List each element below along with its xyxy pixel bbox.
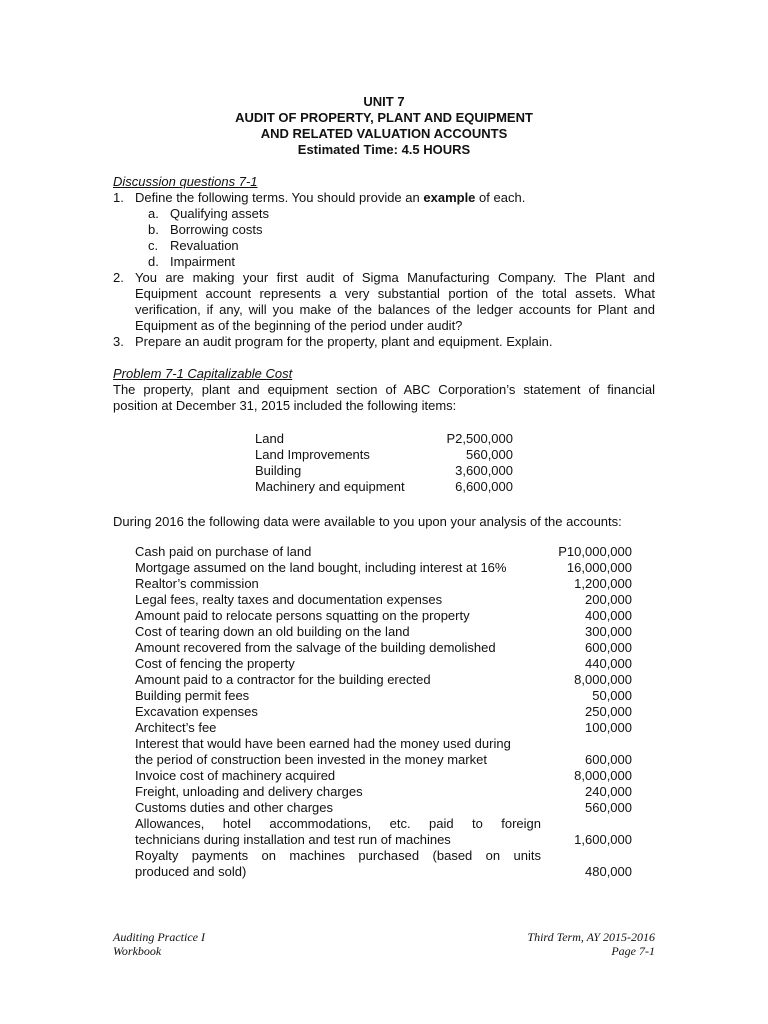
item-label: Cash paid on purchase of land	[135, 544, 312, 559]
item-label: Invoice cost of machinery acquired	[135, 768, 336, 783]
q2-number: 2.	[113, 270, 124, 285]
item-label: Amount recovered from the salvage of the building demolished	[135, 640, 496, 655]
item-amount: 250,000	[585, 704, 632, 719]
estimated-time: Estimated Time: 4.5 HOURS	[297, 142, 471, 157]
q3-text: Prepare an audit program for the property, plant and equipment. Explain.	[135, 334, 553, 349]
q1-text	[135, 190, 525, 206]
footer-left-line1: Auditing Practice I	[113, 930, 205, 944]
item-amount: 600,000	[585, 752, 632, 767]
item-label-cont: produced and sold)	[135, 864, 247, 879]
balance-label: Machinery and equipment	[255, 479, 405, 494]
balance-label: Land	[255, 431, 284, 446]
balance-label: Land Improvements	[255, 447, 370, 462]
footer-left-line2: Workbook	[113, 944, 162, 958]
balance-label: Building	[255, 463, 302, 478]
footer-right-line1: Third Term, AY 2015-2016	[527, 930, 655, 944]
data-intro: During 2016 the following data were available to you upon your analysis of the accounts:	[113, 514, 622, 529]
q1-bold-word: example	[423, 190, 476, 205]
item-amount: 1,200,000	[574, 576, 632, 591]
item-label: Interest that would have been earned had the money used during	[135, 736, 511, 751]
balance-amount: P2,500,000	[446, 431, 513, 446]
item-label: Cost of fencing the property	[135, 656, 295, 671]
item-label: Realtor’s commission	[135, 576, 259, 591]
item-label: Royalty payments on machines purchased (based on units	[135, 848, 541, 863]
item-label: Legal fees, realty taxes and documentation expenses	[135, 592, 443, 607]
term-label: Qualifying assets	[170, 206, 269, 221]
item-label: Amount paid to relocate persons squatting on the property	[135, 608, 470, 623]
item-label-cont: technicians during installation and test run of machines	[135, 832, 451, 847]
item-amount: 400,000	[585, 608, 632, 623]
q2-line: Equipment as of the beginning of the period under audit?	[135, 318, 463, 333]
q2-line: verification, if any, will you make of the balances of the ledger accounts for Plant and	[135, 302, 655, 317]
item-label-cont: the period of construction been invested in the money market	[135, 752, 487, 767]
item-label: Freight, unloading and delivery charges	[135, 784, 363, 799]
balance-amount: 560,000	[466, 447, 513, 462]
page-title-line2: AND RELATED VALUATION ACCOUNTS	[260, 126, 508, 141]
item-amount: 300,000	[585, 624, 632, 639]
unit-number: UNIT 7	[363, 94, 405, 109]
q2-line: Equipment account represents a very substantial portion of the total assets. What	[135, 286, 655, 301]
footer-page-number: Page 7-1	[611, 944, 655, 958]
item-label: Architect’s fee	[135, 720, 217, 735]
discussion-heading: Discussion questions 7-1	[113, 174, 258, 189]
item-label: Allowances, hotel accommodations, etc. paid to foreign	[135, 816, 541, 831]
item-amount: P10,000,000	[558, 544, 632, 559]
term-letter: c.	[148, 238, 159, 253]
problem-intro-line: The property, plant and equipment section of ABC Corporation’s statement of financial	[113, 382, 655, 397]
item-label: Amount paid to a contractor for the building erected	[135, 672, 431, 687]
item-amount: 600,000	[585, 640, 632, 655]
item-amount: 480,000	[585, 864, 632, 879]
term-letter: d.	[148, 254, 159, 269]
item-label: Mortgage assumed on the land bought, including interest at 16%	[135, 560, 507, 575]
q1-number: 1.	[113, 190, 124, 205]
q2-line: You are making your first audit of Sigma Manufacturing Company. The Plant and	[135, 270, 655, 285]
item-amount: 50,000	[592, 688, 632, 703]
item-amount: 100,000	[585, 720, 632, 735]
item-amount: 200,000	[585, 592, 632, 607]
item-amount: 8,000,000	[574, 672, 632, 687]
term-label: Borrowing costs	[170, 222, 263, 237]
q1-text-after: of each.	[479, 190, 526, 205]
balance-amount: 3,600,000	[455, 463, 513, 478]
page-title-line1: AUDIT OF PROPERTY, PLANT AND EQUIPMENT	[235, 110, 533, 125]
balance-amount: 6,600,000	[455, 479, 513, 494]
item-label: Building permit fees	[135, 688, 250, 703]
term-label: Revaluation	[170, 238, 239, 253]
item-amount: 240,000	[585, 784, 632, 799]
term-label: Impairment	[170, 254, 236, 269]
item-amount: 16,000,000	[566, 560, 632, 575]
item-amount: 1,600,000	[574, 832, 632, 847]
item-label: Customs duties and other charges	[135, 800, 333, 815]
item-amount: 8,000,000	[574, 768, 632, 783]
problem-heading: Problem 7-1 Capitalizable Cost	[113, 366, 293, 381]
item-amount: 440,000	[585, 656, 632, 671]
problem-intro-line: position at December 31, 2015 included the following items:	[113, 398, 457, 413]
q3-number: 3.	[113, 334, 124, 349]
term-letter: a.	[148, 206, 159, 221]
item-label: Excavation expenses	[135, 704, 258, 719]
item-amount: 560,000	[585, 800, 632, 815]
q1-text-before: Define the following terms. You should provide an	[135, 190, 420, 205]
term-letter: b.	[148, 222, 159, 237]
item-label: Cost of tearing down an old building on the land	[135, 624, 410, 639]
